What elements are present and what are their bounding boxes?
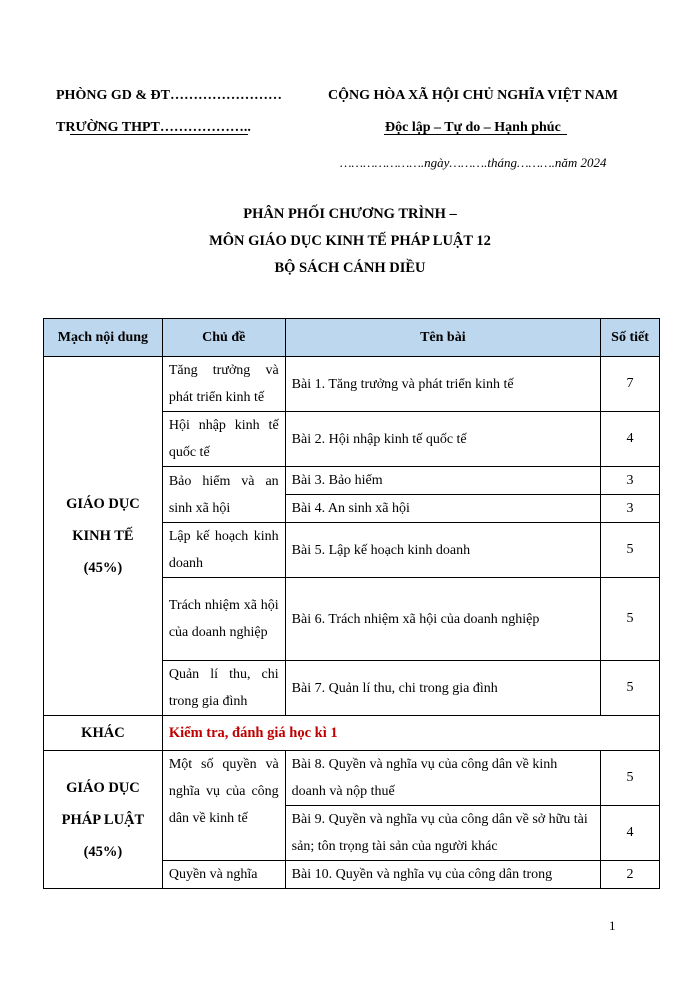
topic-cell: Trách nhiệm xã hội của doanh nghiệp — [162, 578, 285, 661]
topic-cell: Tăng trưởng và phát triển kinh tế — [162, 357, 285, 412]
periods-cell: 3 — [601, 495, 660, 523]
section-law-label — [44, 751, 163, 889]
topic-cell: Quyền và nghĩa — [162, 861, 285, 889]
topic-cell: Lập kế hoạch kinh doanh — [162, 523, 285, 578]
periods-cell: 4 — [601, 806, 660, 861]
header-so-tiet: Số tiết — [601, 319, 660, 357]
periods-cell: 4 — [601, 412, 660, 467]
lesson-cell: Bài 5. Lập kế hoạch kinh doanh — [285, 523, 600, 578]
date-line: ………………….ngày……….tháng……….năm 2024 — [340, 155, 607, 170]
lesson-cell: Bài 1. Tăng trưởng và phát triển kinh tế — [285, 357, 600, 412]
section-label-line: PHÁP LUẬT — [61, 811, 145, 828]
doc-title-line3: BỘ SÁCH CÁNH DIỀU — [274, 260, 426, 276]
topic-cell: Bảo hiểm và an sinh xã hội — [162, 467, 285, 523]
periods-cell: 5 — [601, 751, 660, 806]
table-row — [44, 357, 660, 412]
national-motto: Độc lập – Tự do – Hạnh phúc — [385, 120, 561, 135]
periods-cell: 2 — [601, 861, 660, 889]
header-right — [328, 86, 628, 150]
curriculum-table — [43, 318, 660, 889]
periods-cell: 5 — [601, 578, 660, 661]
lesson-cell: Bài 10. Quyền và nghĩa vụ của công dân trong — [285, 861, 600, 889]
topic-cell: Hội nhập kinh tế quốc tế — [162, 412, 285, 467]
table-row — [44, 716, 660, 751]
periods-cell: 5 — [601, 523, 660, 578]
header-left-underline — [70, 134, 248, 135]
lesson-cell: Bài 8. Quyền và nghĩa vụ của công dân về kinh doanh và nộp thuế — [285, 751, 600, 806]
topic-cell: Một số quyền và nghĩa vụ của công dân về kinh tế — [162, 751, 285, 861]
lesson-cell: Bài 4. An sinh xã hội — [285, 495, 600, 523]
section-label-line: KINH TẾ — [72, 528, 134, 544]
lesson-cell: Bài 3. Bảo hiểm — [285, 467, 600, 495]
department-name: PHÒNG GD & ĐT…………………… — [56, 88, 282, 103]
section-label-line: GIÁO DỤC — [66, 496, 140, 512]
doc-title-line1: PHÂN PHỐI CHƯƠNG TRÌNH – — [243, 206, 457, 222]
lesson-cell: Bài 7. Quản lí thu, chi trong gia đình — [285, 661, 600, 716]
table-header-row — [44, 319, 660, 357]
section-label-line: (45%) — [83, 560, 123, 576]
header-left — [56, 86, 282, 150]
lesson-cell: Bài 9. Quyền và nghĩa vụ của công dân về sở hữu tài sản; tôn trọng tài sản của người khác — [285, 806, 600, 861]
header-mach-noi-dung: Mạch nội dung — [44, 319, 163, 357]
exam-note: Kiểm tra, đánh giá học kì 1 — [162, 716, 659, 751]
page-number: 1 — [609, 918, 616, 933]
national-title: CỘNG HÒA XÃ HỘI CHỦ NGHĨA VIỆT NAM — [328, 88, 619, 103]
section-label-line: GIÁO DỤC — [66, 779, 140, 796]
periods-cell: 7 — [601, 357, 660, 412]
doc-title-line2: MÔN GIÁO DỤC KINH TẾ PHÁP LUẬT 12 — [209, 233, 491, 249]
table-row — [44, 751, 660, 806]
school-name: TRƯỜNG THPT……………….. — [56, 120, 251, 135]
section-other-label: KHÁC — [44, 716, 163, 751]
lesson-cell: Bài 6. Trách nhiệm xã hội của doanh nghiệp — [285, 578, 600, 661]
topic-cell: Quản lí thu, chi trong gia đình — [162, 661, 285, 716]
section-label-line: (45%) — [83, 843, 123, 860]
periods-cell: 5 — [601, 661, 660, 716]
header-ten-bai: Tên bài — [285, 319, 600, 357]
section-economics-label — [44, 357, 163, 716]
lesson-cell: Bài 2. Hội nhập kinh tế quốc tế — [285, 412, 600, 467]
header-right-underline — [384, 134, 567, 135]
periods-cell: 3 — [601, 467, 660, 495]
header-chu-de: Chủ đề — [162, 319, 285, 357]
